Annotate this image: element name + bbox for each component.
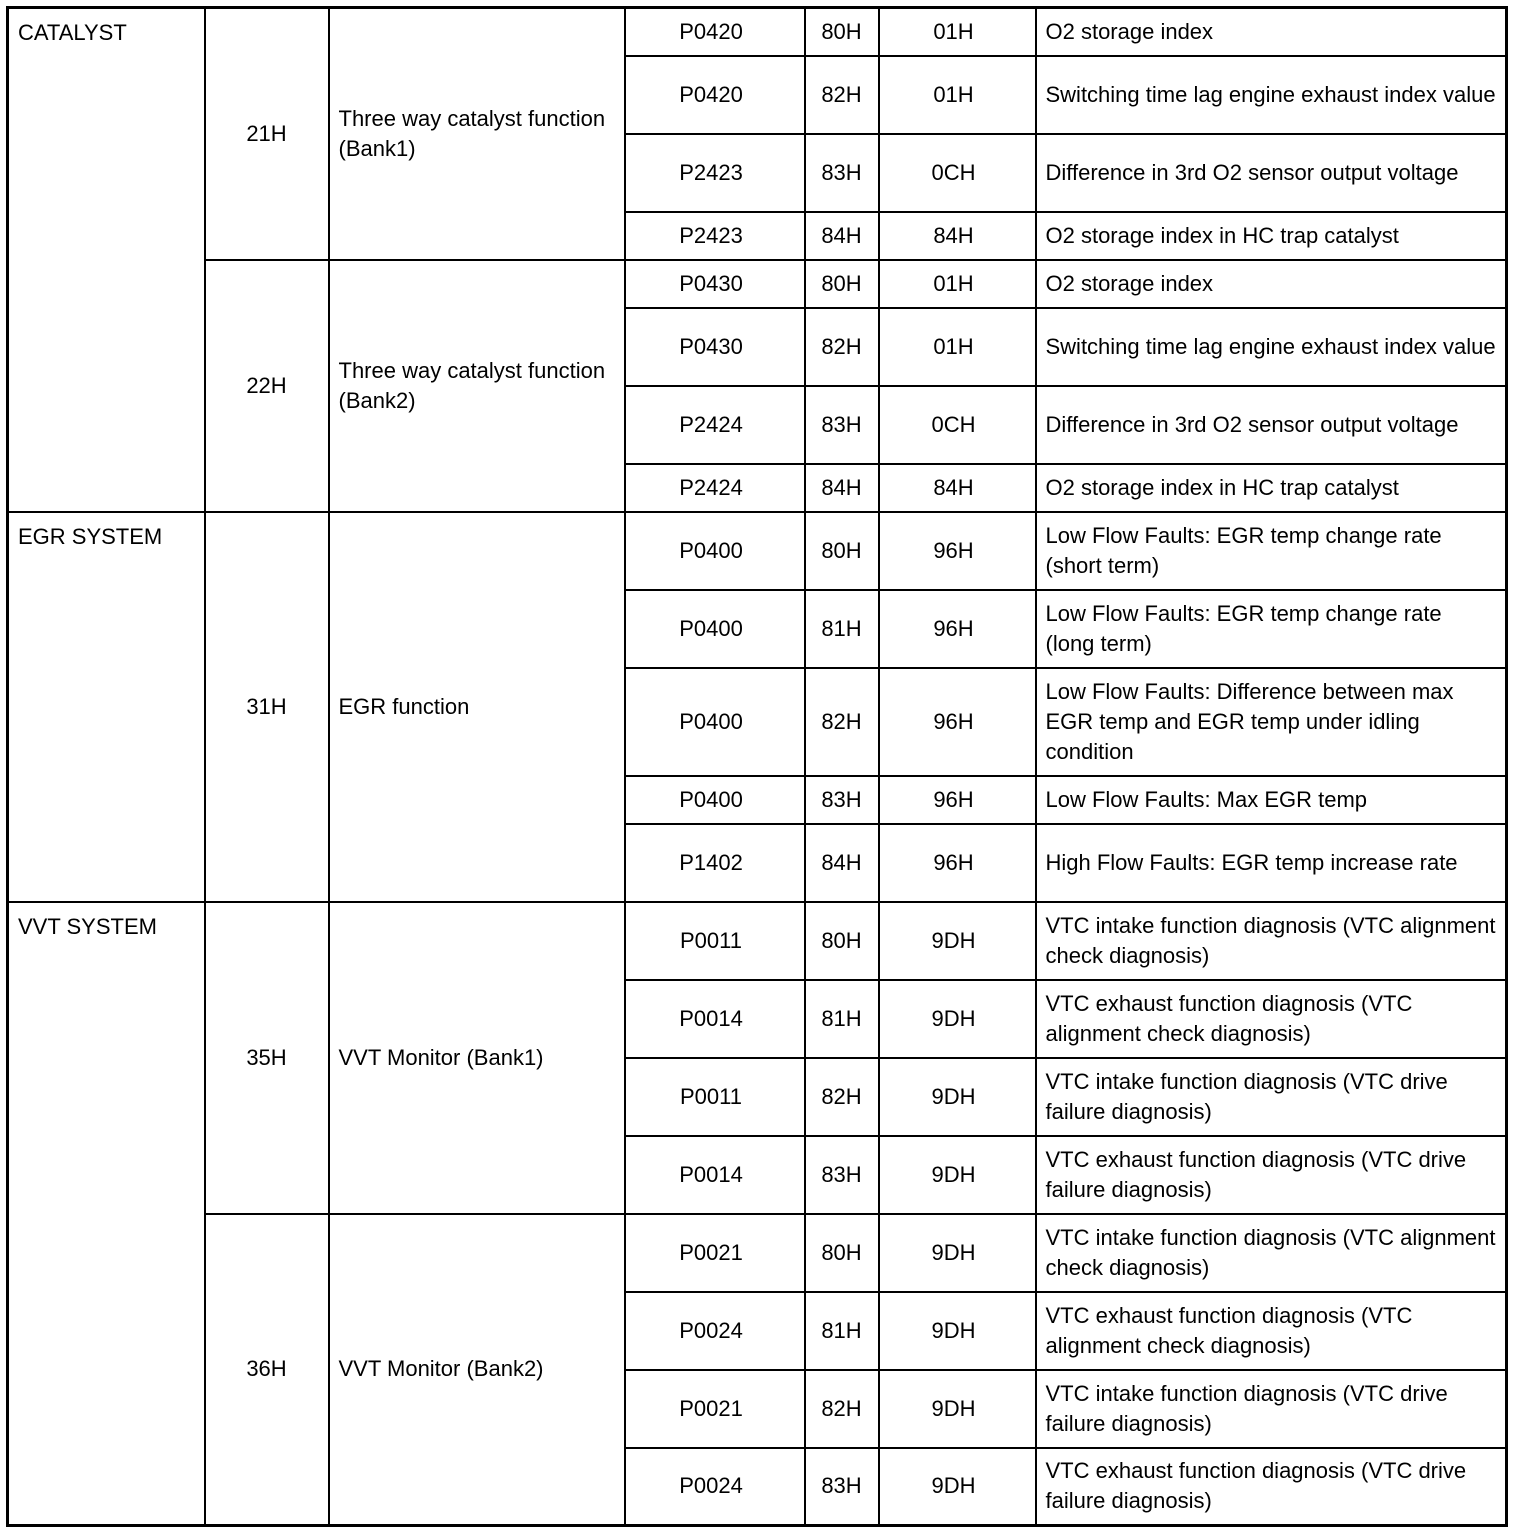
cid-cell: 96H bbox=[879, 668, 1036, 776]
function-cell: EGR function bbox=[329, 512, 625, 902]
system-name-cell: CATALYST bbox=[8, 8, 205, 512]
system-name-cell: VVT SYSTEM bbox=[8, 902, 205, 1526]
dtc-cell: P0420 bbox=[625, 8, 805, 56]
description-cell: VTC exhaust function diagnosis (VTC alignment check diagnosis) bbox=[1036, 1292, 1507, 1370]
test-id-cell: 22H bbox=[205, 260, 329, 512]
cid-cell: 84H bbox=[879, 464, 1036, 512]
description-cell: Low Flow Faults: Max EGR temp bbox=[1036, 776, 1507, 824]
function-cell: Three way catalyst function (Bank1) bbox=[329, 8, 625, 260]
description-cell: VTC intake function diagnosis (VTC alignment check diagnosis) bbox=[1036, 902, 1507, 980]
cid-cell: 9DH bbox=[879, 980, 1036, 1058]
dtc-cell: P0400 bbox=[625, 512, 805, 590]
description-cell: O2 storage index bbox=[1036, 8, 1507, 56]
tid-cell: 83H bbox=[805, 1136, 879, 1214]
table-body bbox=[8, 8, 1507, 1526]
description-cell: O2 storage index in HC trap catalyst bbox=[1036, 212, 1507, 260]
cid-cell: 9DH bbox=[879, 1370, 1036, 1448]
dtc-cell: P0400 bbox=[625, 590, 805, 668]
description-cell: O2 storage index in HC trap catalyst bbox=[1036, 464, 1507, 512]
dtc-cell: P0021 bbox=[625, 1370, 805, 1448]
cid-cell: 01H bbox=[879, 260, 1036, 308]
dtc-cell: P0024 bbox=[625, 1448, 805, 1526]
description-cell: O2 storage index bbox=[1036, 260, 1507, 308]
dtc-cell: P0011 bbox=[625, 902, 805, 980]
table-row bbox=[8, 512, 1507, 590]
cid-cell: 0CH bbox=[879, 386, 1036, 464]
tid-cell: 80H bbox=[805, 902, 879, 980]
cid-cell: 01H bbox=[879, 308, 1036, 386]
function-cell: VVT Monitor (Bank2) bbox=[329, 1214, 625, 1526]
cid-cell: 84H bbox=[879, 212, 1036, 260]
dtc-cell: P0021 bbox=[625, 1214, 805, 1292]
system-name-cell: EGR SYSTEM bbox=[8, 512, 205, 902]
test-id-cell: 35H bbox=[205, 902, 329, 1214]
tid-cell: 82H bbox=[805, 1058, 879, 1136]
dtc-cell: P0420 bbox=[625, 56, 805, 134]
cid-cell: 01H bbox=[879, 8, 1036, 56]
dtc-cell: P0014 bbox=[625, 980, 805, 1058]
tid-cell: 84H bbox=[805, 824, 879, 902]
cid-cell: 9DH bbox=[879, 1214, 1036, 1292]
tid-cell: 82H bbox=[805, 1370, 879, 1448]
description-cell: Low Flow Faults: EGR temp change rate (long term) bbox=[1036, 590, 1507, 668]
function-cell: VVT Monitor (Bank1) bbox=[329, 902, 625, 1214]
test-id-cell: 31H bbox=[205, 512, 329, 902]
tid-cell: 83H bbox=[805, 134, 879, 212]
cid-cell: 01H bbox=[879, 56, 1036, 134]
description-cell: VTC intake function diagnosis (VTC drive failure diagnosis) bbox=[1036, 1058, 1507, 1136]
tid-cell: 80H bbox=[805, 1214, 879, 1292]
dtc-cell: P0024 bbox=[625, 1292, 805, 1370]
tid-cell: 81H bbox=[805, 1292, 879, 1370]
description-cell: VTC exhaust function diagnosis (VTC drive failure diagnosis) bbox=[1036, 1448, 1507, 1526]
cid-cell: 96H bbox=[879, 512, 1036, 590]
tid-cell: 83H bbox=[805, 1448, 879, 1526]
table-row bbox=[8, 902, 1507, 980]
description-cell: VTC exhaust function diagnosis (VTC alignment check diagnosis) bbox=[1036, 980, 1507, 1058]
description-cell: Low Flow Faults: Difference between max EGR temp and EGR temp under idling condition bbox=[1036, 668, 1507, 776]
tid-cell: 82H bbox=[805, 668, 879, 776]
tid-cell: 80H bbox=[805, 260, 879, 308]
test-id-cell: 21H bbox=[205, 8, 329, 260]
tid-cell: 84H bbox=[805, 464, 879, 512]
dtc-cell: P0430 bbox=[625, 308, 805, 386]
description-cell: VTC intake function diagnosis (VTC alignment check diagnosis) bbox=[1036, 1214, 1507, 1292]
dtc-cell: P0430 bbox=[625, 260, 805, 308]
cid-cell: 96H bbox=[879, 590, 1036, 668]
tid-cell: 83H bbox=[805, 386, 879, 464]
cid-cell: 9DH bbox=[879, 1136, 1036, 1214]
tid-cell: 84H bbox=[805, 212, 879, 260]
tid-cell: 82H bbox=[805, 56, 879, 134]
table-row bbox=[8, 8, 1507, 56]
tid-cell: 81H bbox=[805, 980, 879, 1058]
cid-cell: 9DH bbox=[879, 1292, 1036, 1370]
cid-cell: 9DH bbox=[879, 1058, 1036, 1136]
function-cell: Three way catalyst function (Bank2) bbox=[329, 260, 625, 512]
dtc-cell: P2424 bbox=[625, 386, 805, 464]
dtc-cell: P0014 bbox=[625, 1136, 805, 1214]
description-cell: VTC exhaust function diagnosis (VTC drive failure diagnosis) bbox=[1036, 1136, 1507, 1214]
description-cell: Difference in 3rd O2 sensor output voltage bbox=[1036, 386, 1507, 464]
dtc-cell: P0400 bbox=[625, 776, 805, 824]
monitor-test-table bbox=[6, 6, 1508, 1527]
tid-cell: 80H bbox=[805, 8, 879, 56]
table-row bbox=[8, 260, 1507, 308]
cid-cell: 0CH bbox=[879, 134, 1036, 212]
description-cell: Difference in 3rd O2 sensor output voltage bbox=[1036, 134, 1507, 212]
tid-cell: 82H bbox=[805, 308, 879, 386]
dtc-cell: P0011 bbox=[625, 1058, 805, 1136]
description-cell: Switching time lag engine exhaust index value bbox=[1036, 308, 1507, 386]
description-cell: High Flow Faults: EGR temp increase rate bbox=[1036, 824, 1507, 902]
cid-cell: 96H bbox=[879, 824, 1036, 902]
dtc-cell: P2423 bbox=[625, 134, 805, 212]
description-cell: Switching time lag engine exhaust index value bbox=[1036, 56, 1507, 134]
cid-cell: 9DH bbox=[879, 902, 1036, 980]
dtc-cell: P2424 bbox=[625, 464, 805, 512]
dtc-cell: P0400 bbox=[625, 668, 805, 776]
tid-cell: 80H bbox=[805, 512, 879, 590]
test-id-cell: 36H bbox=[205, 1214, 329, 1526]
table-row bbox=[8, 1214, 1507, 1292]
cid-cell: 96H bbox=[879, 776, 1036, 824]
dtc-cell: P1402 bbox=[625, 824, 805, 902]
tid-cell: 81H bbox=[805, 590, 879, 668]
cid-cell: 9DH bbox=[879, 1448, 1036, 1526]
dtc-cell: P2423 bbox=[625, 212, 805, 260]
description-cell: Low Flow Faults: EGR temp change rate (short term) bbox=[1036, 512, 1507, 590]
tid-cell: 83H bbox=[805, 776, 879, 824]
description-cell: VTC intake function diagnosis (VTC drive failure diagnosis) bbox=[1036, 1370, 1507, 1448]
